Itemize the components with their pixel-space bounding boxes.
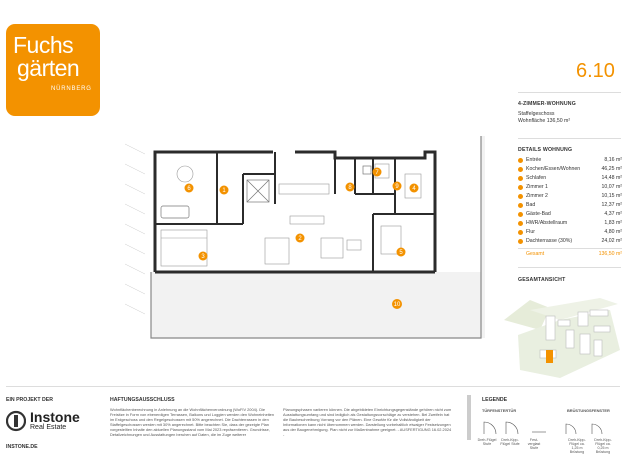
legend-item: Dreh-Kipp-Flügel Stufe — [500, 438, 520, 446]
room-name: Dachterrasse (30%) — [526, 238, 573, 244]
green-area — [504, 300, 550, 330]
legend-doors-title: TÜRFENSTERTÜR — [482, 408, 517, 413]
room-marker-icon — [518, 185, 523, 190]
site-overview-map — [500, 290, 622, 380]
svg-text:5: 5 — [399, 250, 403, 256]
room-area: 12,37 m² — [601, 202, 622, 208]
svg-text:4: 4 — [412, 186, 416, 192]
room-name: Flur — [526, 229, 535, 235]
room-area: 46,25 m² — [601, 166, 622, 172]
legend-item: Fest-verglast Stufe — [527, 438, 541, 450]
door-tilt-icon — [506, 422, 518, 434]
svg-text:9: 9 — [395, 184, 399, 190]
room-row — [518, 157, 622, 166]
room-row — [518, 229, 622, 238]
room-label-10 — [392, 299, 402, 309]
unit-floor: Staffelgeschoss — [518, 111, 555, 117]
unit-type: 4-ZIMMER-WOHNUNG — [518, 101, 576, 107]
room-label-9 — [393, 182, 402, 191]
divider — [518, 92, 621, 93]
door-swing-icon — [484, 422, 496, 434]
room-area: 8,16 m² — [604, 157, 622, 163]
window-tilt-icon — [566, 424, 576, 434]
legend-windows-title: BRÜSTUNGSFENSTER — [567, 408, 610, 413]
room-label-6 — [185, 184, 194, 193]
room-label-1 — [220, 186, 229, 195]
room-name: Zimmer 2 — [526, 193, 548, 199]
room-list — [518, 157, 622, 260]
room-marker-icon — [518, 194, 523, 199]
room-area: 24,02 m² — [601, 238, 622, 244]
armchair — [347, 240, 361, 250]
kitchen-island — [290, 216, 324, 224]
room-name: Gäste-Bad — [526, 211, 551, 217]
room-name: HWR/Abstellraum — [526, 220, 568, 226]
highlighted-building — [546, 350, 553, 363]
legend-item: Dreh-Flügel Stufe — [477, 438, 497, 446]
sofa — [321, 238, 343, 258]
room-row — [518, 211, 622, 220]
room-area: 14,48 m² — [601, 175, 622, 181]
room-name: Entrée — [526, 157, 542, 163]
kitchen-counter — [279, 184, 329, 194]
company-name: Instone — [30, 409, 80, 425]
logo-city: NÜRNBERG — [51, 86, 92, 92]
sink — [177, 166, 193, 182]
website: INSTONE.DE — [6, 444, 38, 450]
room-label-2 — [296, 234, 305, 243]
svg-text:7: 7 — [375, 170, 379, 176]
room-marker-icon — [518, 221, 523, 226]
room-area: 10,15 m² — [601, 193, 622, 199]
room-label-8 — [346, 183, 355, 192]
window-tilt-low-icon — [592, 424, 602, 434]
room-marker-icon — [518, 167, 523, 172]
room-row — [518, 166, 622, 175]
svg-text:3: 3 — [201, 254, 205, 260]
legend-item: Dreh-Kipp-Flügel ca. 0,25 m Brüstung — [594, 438, 612, 454]
disclaimer-title: HAFTUNGSAUSSCHLUSS — [110, 397, 175, 403]
overview-title: GESAMTANSICHT — [518, 277, 566, 283]
building-block — [558, 320, 570, 326]
legend-item: Dreh-Kipp-Flügel ca. 1,25 m Brüstung — [568, 438, 586, 454]
svg-text:2: 2 — [298, 236, 302, 242]
terrace-floor — [151, 272, 481, 338]
logo-line2: gärten — [17, 55, 80, 81]
divider — [518, 138, 621, 139]
svg-text:8: 8 — [348, 185, 352, 191]
room-row — [518, 220, 622, 229]
room-label-5 — [397, 248, 406, 257]
room-area: 4,80 m² — [604, 229, 622, 235]
details-title: DETAILS WOHNUNG — [518, 147, 573, 153]
room-area: 4,37 m² — [604, 211, 622, 217]
room-label-3 — [199, 252, 208, 261]
divider — [518, 248, 622, 249]
total-label: Gesamt — [526, 251, 545, 257]
unit-number: 6.10 — [576, 60, 615, 82]
room-marker-icon — [518, 230, 523, 235]
room-name: Schlafen — [526, 175, 547, 181]
room-row — [518, 238, 622, 247]
room-label-4 — [410, 184, 419, 193]
logo-line1: Fuchs — [13, 32, 74, 58]
svg-text:1: 1 — [222, 188, 226, 194]
bathtub — [161, 206, 189, 218]
room-row — [518, 193, 622, 202]
disclaimer-col2: Planungsphasen variieren können. Die abgebildeten Einrichtungsgegenstände gehören nicht zum Ausstattungsumfang und sind lediglich als Gestaltungsvorschläge zu verstehen. Bei Zweifeln hat die Baubeschreibung Vorrang vor den Plänen. Eine Gewähr für die Vollständigkeit der Informationen kann nicht übernommen werden. Darstellung vorbehaltlich etwaiger Festsetzungen aus der Baugenehmigung. Plan nicht zur Maßentnahme geeignet. - AUSFERTIGUNG 16.02.2024 - — [283, 407, 452, 437]
room-marker-icon — [518, 158, 523, 163]
room-total-row — [518, 251, 622, 260]
building-block — [578, 312, 588, 326]
building-block — [590, 310, 608, 316]
legend-title: LEGENDE — [482, 397, 508, 403]
instone-logo-icon — [6, 410, 26, 432]
disclaimer-col1: Wohnflächenberechnung in Anlehnung an die Wohnflächenverordnung (WoFIV 2004). Die Freisitze in Form von ebenerdigen Terrassen, Balkons und Loggien werden den Wohneinheiten im Erdgeschoss und den Regelgeschossen mit 50% angerechnet. Die Dachterrassen in den Staffelgeschossen werden mit 30% angerechnet. Bitte beachten Sie, dass der gezeigte Plan vorgestellten Inhalte den aktuellen Planungsstand vom Mai 2023 repräsentieren. Grundrisse, Detailzeichnungen und Ausstattungen beruhen auf Daten, die im Zuge weiterer — [110, 407, 275, 437]
divider — [518, 267, 621, 268]
building-block — [546, 316, 555, 340]
room-marker-icon — [518, 203, 523, 208]
room-marker-icon — [518, 239, 523, 244]
room-name: Kochen/Essen/Wohnen — [526, 166, 581, 172]
room-marker-icon — [518, 176, 523, 181]
company-sub: Real Estate — [30, 424, 67, 431]
room-label-7 — [373, 168, 382, 177]
room-row — [518, 184, 622, 193]
room-row — [518, 202, 622, 211]
dining-table — [265, 238, 289, 264]
project-label: EIN PROJEKT DER — [6, 397, 53, 403]
building-block — [594, 340, 602, 356]
svg-text:6: 6 — [187, 186, 191, 192]
floor-plan — [125, 134, 485, 344]
unit-living-area: Wohnfläche 136,50 m² — [518, 118, 571, 124]
legend-bar — [467, 395, 471, 440]
building-block — [580, 334, 590, 354]
room-area: 10,07 m² — [601, 184, 622, 190]
fuchsgaerten-logo — [6, 24, 100, 116]
total-area: 136,50 m² — [598, 251, 622, 257]
building-block — [566, 330, 574, 348]
building-block — [594, 326, 610, 332]
room-marker-icon — [518, 212, 523, 217]
room-name: Zimmer 1 — [526, 184, 548, 190]
footer-divider — [6, 386, 620, 387]
legend-symbols — [480, 416, 620, 436]
roof-hatch — [125, 144, 145, 314]
room-row — [518, 175, 622, 184]
svg-text:10: 10 — [393, 302, 401, 308]
room-area: 1,83 m² — [604, 220, 622, 226]
bed — [161, 230, 207, 266]
room-name: Bad — [526, 202, 536, 208]
